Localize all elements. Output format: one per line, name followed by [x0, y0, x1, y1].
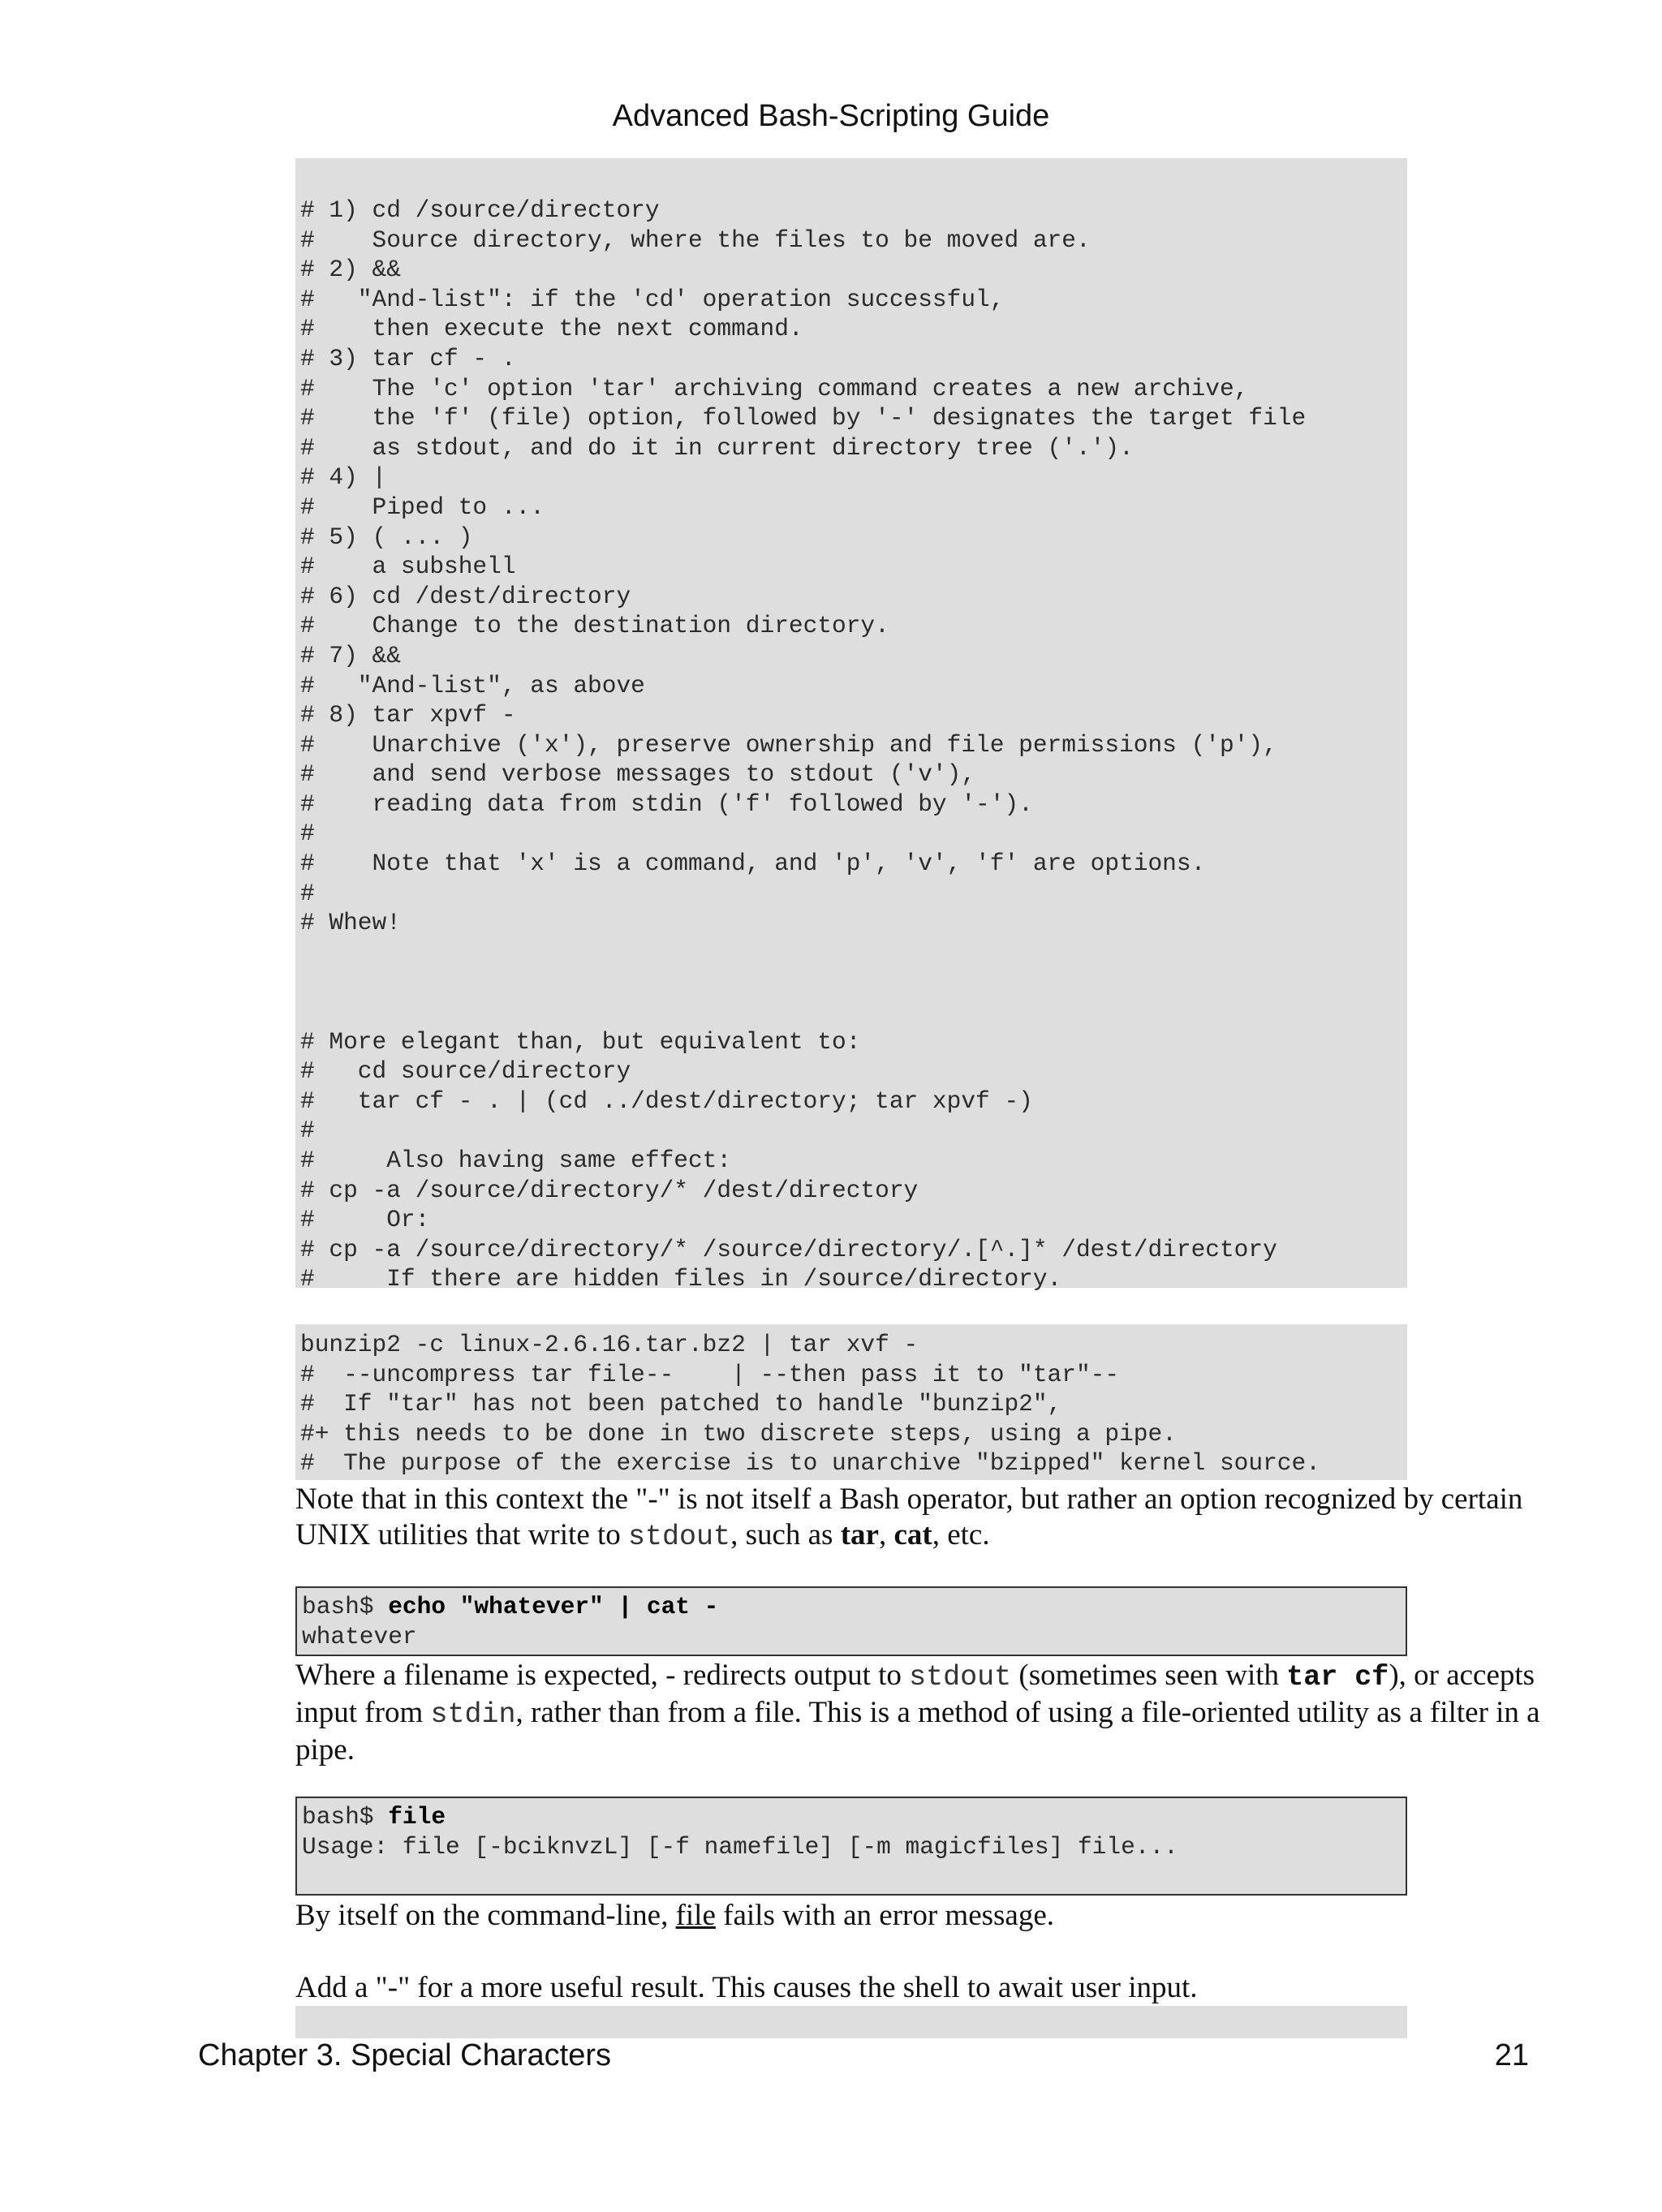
paragraph-file-error: By itself on the command-line, file fails with an error message. — [295, 1899, 1055, 1932]
code-line: # 5) ( ... ) — [300, 523, 473, 551]
code-listing — [295, 158, 1407, 1294]
code-line: # a subshell — [300, 553, 516, 581]
code-line: # — [300, 820, 315, 848]
code-line: # Also having same effect: — [300, 1147, 732, 1174]
code-listing — [295, 1324, 1407, 1478]
code-line: # "And-list", as above — [300, 671, 645, 699]
shell-prompt: bash$ — [302, 1593, 389, 1620]
code-line: # More elegant than, but equivalent to: — [300, 1027, 861, 1056]
code-line: # 6) cd /dest/directory — [300, 582, 631, 610]
command-tar: tar — [840, 1518, 879, 1551]
code-line: # Source directory, where the files to be moved are. — [300, 226, 1091, 254]
code-line: # Note that 'x' is a command, and 'p', 'v', 'f' are options. — [300, 850, 1206, 878]
screen-listing — [297, 1588, 1406, 1651]
link-file[interactable]: file — [675, 1899, 716, 1932]
code-line: # cd source/directory — [300, 1057, 631, 1086]
code-line: # Or: — [300, 1206, 430, 1234]
inline-code-stdout: stdout — [909, 1661, 1012, 1693]
inline-code-stdout: stdout — [628, 1521, 731, 1553]
code-line: # Unarchive ('x'), preserve ownership and file permissions ('p'), — [300, 730, 1277, 759]
code-line: # 7) && — [300, 641, 401, 669]
inline-code-stdin: stdin — [430, 1698, 516, 1731]
command-cat: cat — [893, 1518, 932, 1551]
command-output: whatever — [302, 1622, 417, 1650]
screen-listing — [297, 1798, 1406, 1861]
code-line: # Whew! — [300, 909, 401, 937]
code-line: # reading data from stdin ('f' followed by '-'). — [300, 790, 1033, 818]
code-line: # — [300, 1117, 315, 1145]
code-line: # 1) cd /source/directory — [300, 196, 660, 224]
paragraph-add-dash: Add a "-" for a more useful result. This causes the shell to await user input. — [295, 1971, 1198, 2004]
code-line: # tar cf - . | (cd ../dest/directory; tar xpvf -) — [300, 1087, 1033, 1115]
command-output: Usage: file [-bciknvzL] [-f namefile] [-m magicfiles] file... — [302, 1832, 1178, 1861]
footer-page-number: 21 — [1494, 2038, 1529, 2072]
code-line: # If there are hidden files in /source/directory. — [300, 1265, 1062, 1293]
code-line: # 8) tar xpvf - — [300, 701, 516, 729]
code-line: # If "tar" has not been patched to handle "bunzip2", — [300, 1390, 1062, 1418]
dash-symbol: - — [665, 1659, 676, 1692]
code-line: # 2) && — [300, 256, 401, 284]
running-header: Advanced Bash-Scripting Guide — [612, 99, 1050, 133]
code-line: bunzip2 -c linux-2.6.16.tar.bz2 | tar xvf - — [300, 1331, 919, 1358]
code-block-continued — [295, 2006, 1407, 2038]
code-line: #+ this needs to be done in two discrete steps, using a pipe. — [300, 1419, 1177, 1448]
shell-prompt: bash$ — [302, 1803, 389, 1831]
code-line: # Piped to ... — [300, 493, 545, 521]
code-line: # — [300, 879, 315, 907]
code-line: # as stdout, and do it in current directory tree ('.'). — [300, 433, 1134, 462]
inline-code-tar-cf: tar cf — [1286, 1661, 1389, 1693]
paragraph-dash-option: Note that in this context the "-" is not itself a Bash operator, but rather an option recognized by certain UNIX utilities that write to stdout, such as tar, cat, etc. — [295, 1483, 1523, 1553]
code-line: # The purpose of the exercise is to unarchive "bzipped" kernel source. — [300, 1449, 1320, 1478]
code-line: # --uncompress tar file-- | --then pass it to "tar"-- — [300, 1360, 1120, 1388]
code-line: # cp -a /source/directory/* /source/directory/.[^.]* /dest/directory — [300, 1235, 1277, 1263]
code-line: # The 'c' option 'tar' archiving command creates a new archive, — [300, 374, 1249, 402]
code-line: # the 'f' (file) option, followed by '-' designates the target file — [300, 404, 1307, 433]
code-line: # cp -a /source/directory/* /dest/directory — [300, 1176, 919, 1204]
screen-echo-cat — [295, 1586, 1407, 1656]
code-line: # 3) tar cf - . — [300, 344, 516, 372]
code-line: # 4) | — [300, 463, 387, 492]
code-line: # then execute the next command. — [300, 315, 803, 343]
footer-chapter: Chapter 3. Special Characters — [198, 2038, 612, 2072]
typed-command: file — [388, 1803, 446, 1831]
code-line: # "And-list": if the 'cd' operation successful, — [300, 285, 1005, 313]
screen-file-command — [295, 1797, 1407, 1896]
code-line: # and send verbose messages to stdout ('v'), — [300, 760, 976, 789]
paragraph-filename-dash: Where a filename is expected, - redirects output to stdout (sometimes seen with tar cf), or accepts input from stdin, rather than from a file. This is a method of using a file-oriented utility as a filter in a pipe. — [295, 1659, 1540, 1767]
code-block-bunzip2 — [295, 1324, 1407, 1480]
typed-command: echo "whatever" | cat - — [388, 1593, 719, 1620]
code-block-tar-explanation — [295, 158, 1407, 1293]
code-line: # Change to the destination directory. — [300, 612, 889, 640]
